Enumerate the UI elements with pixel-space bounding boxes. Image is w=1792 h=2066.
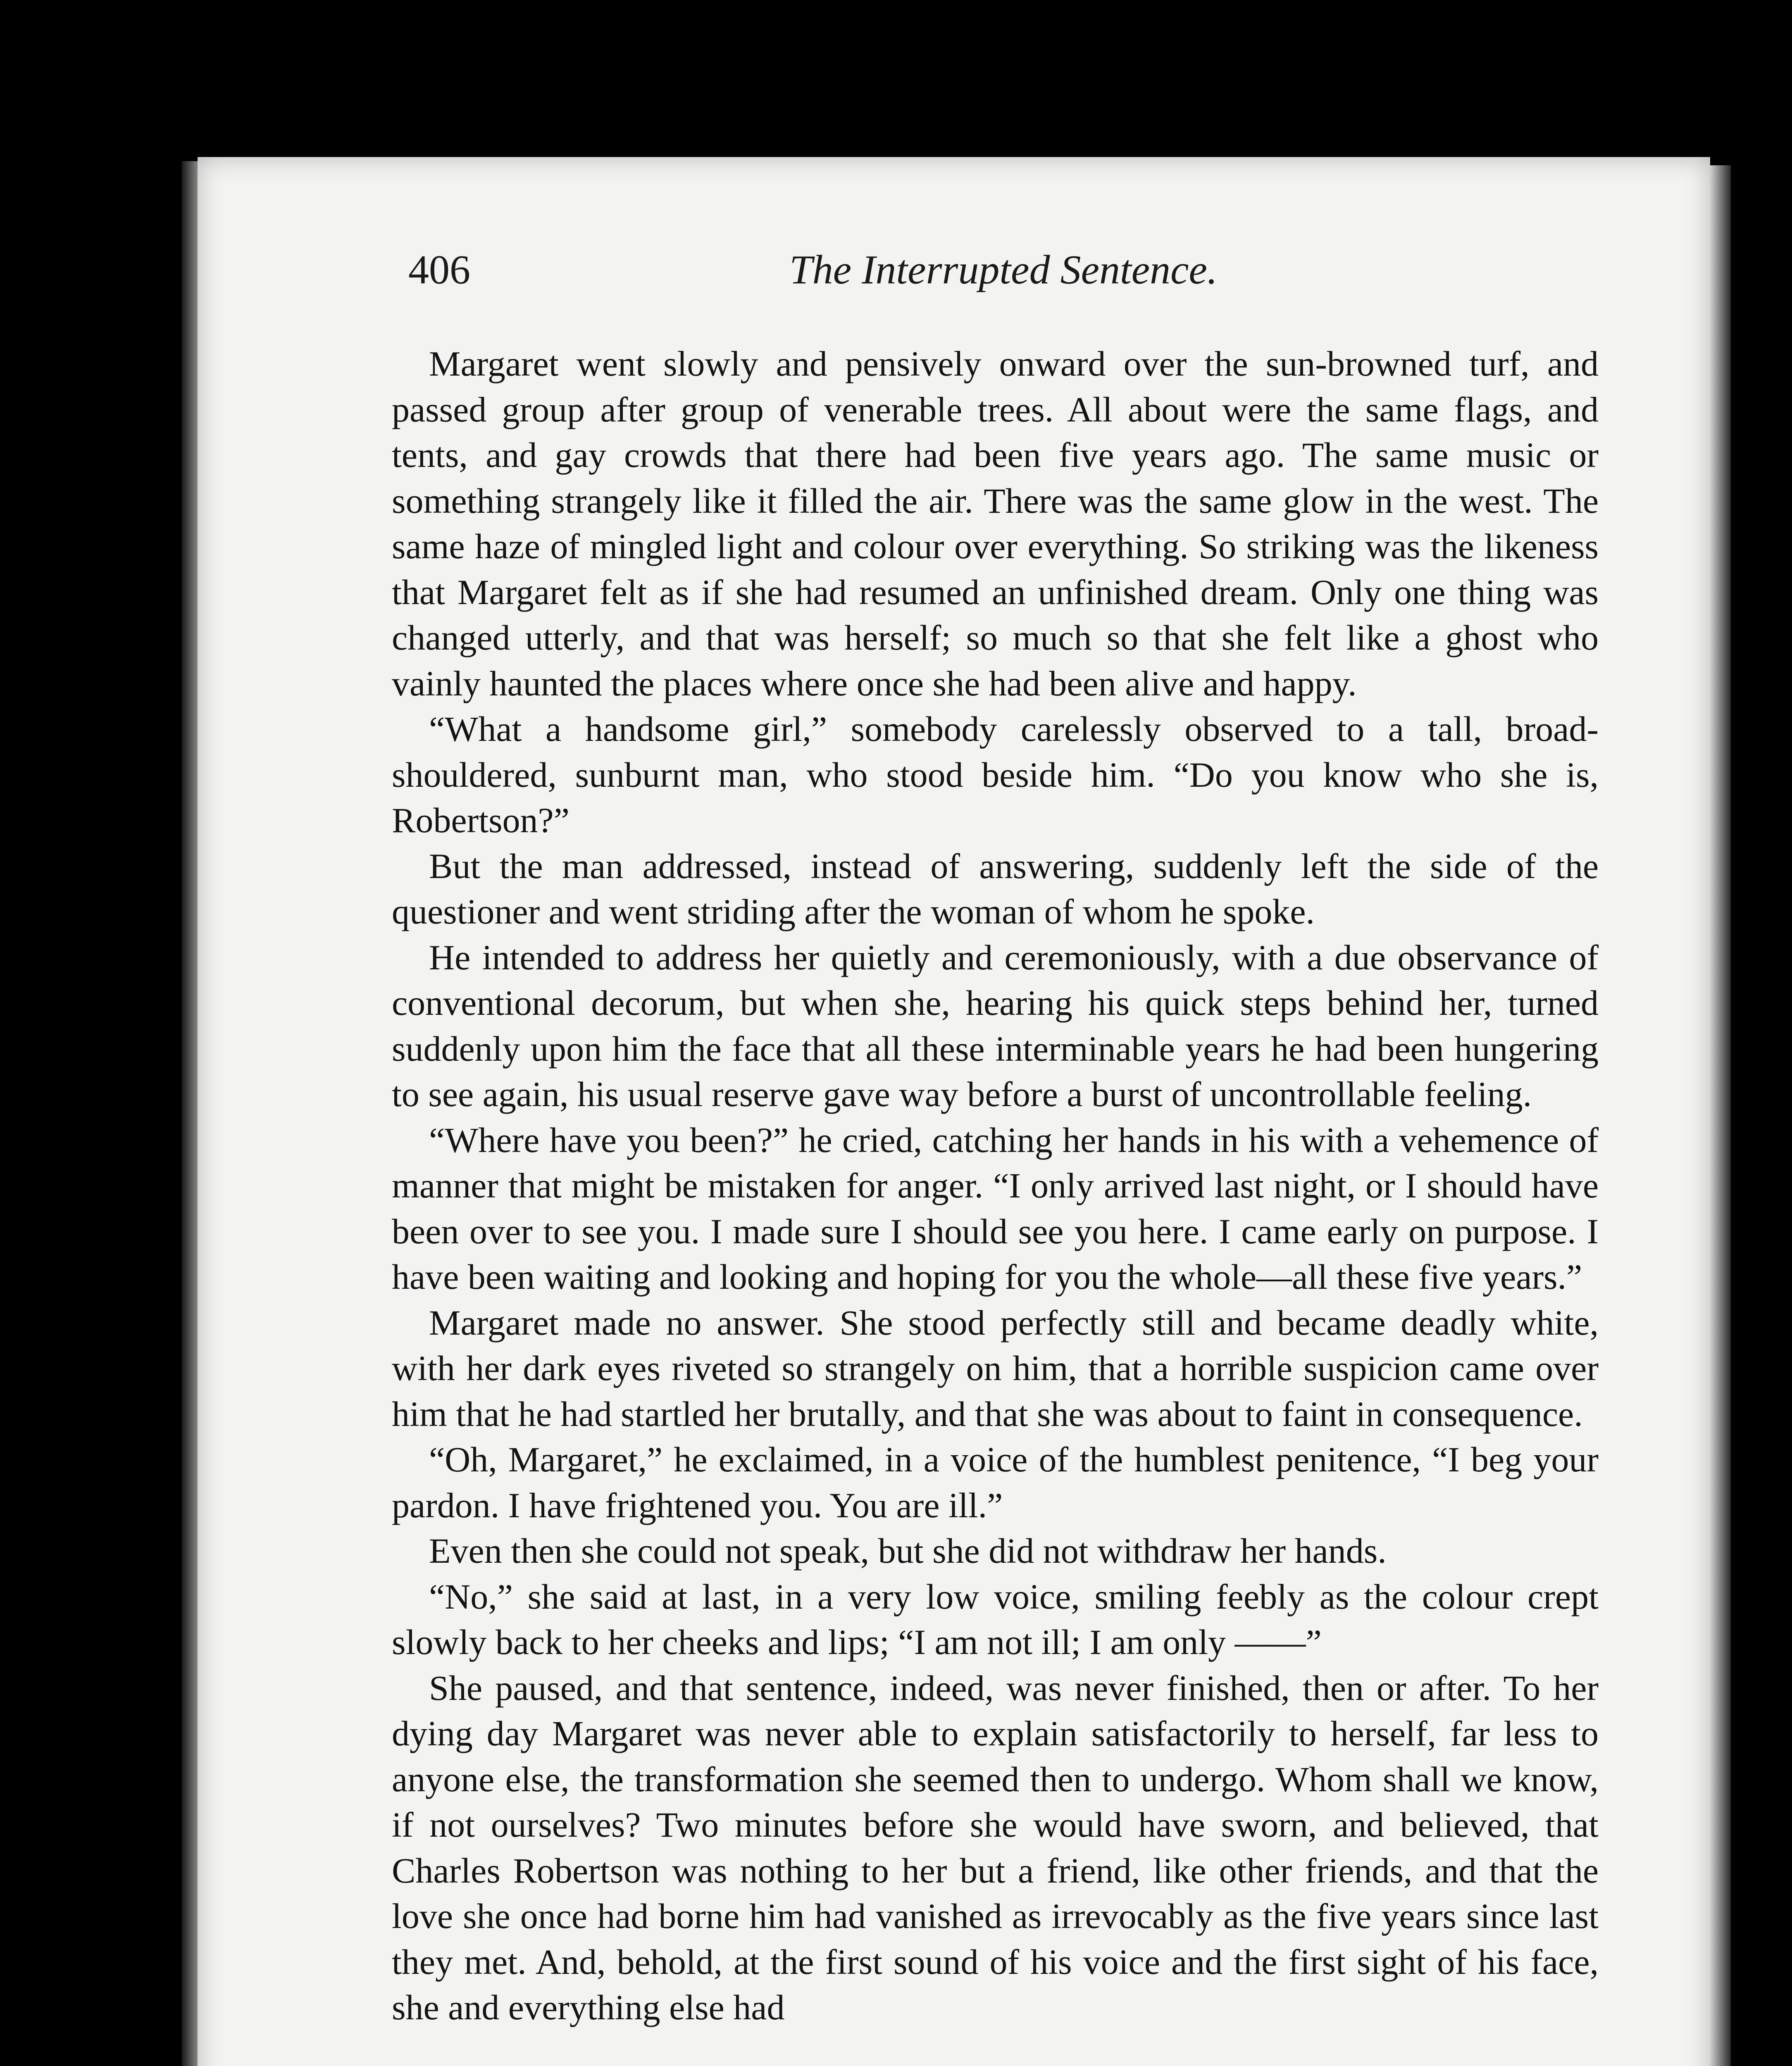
page-header	[408, 246, 1599, 308]
book-page	[198, 157, 1710, 2066]
paragraph: But the man addressed, instead of answering, suddenly left the side of the questioner and went striding after the woman of whom he spoke.	[392, 846, 1599, 931]
paragraph: She paused, and that sentence, indeed, was never finished, then or after. To her dying day Margaret was never able to explain satisfactorily to herself, far less to anyone else, the transformation she seemed then to undergo. Whom shall we know, if not ourselves? Two minutes before she would have sworn, and believed, that Charles Robertson was nothing to her but a friend, like other friends, and that the love she once had borne him had vanished as irrevocably as the five years since last they met. And, behold, at the first sound of his voice and the first sight of his face, she and everything else had	[392, 1668, 1599, 2027]
paragraph: He intended to address her quietly and ceremoniously, with a due observance of conventional decorum, but when she, hearing his quick steps behind her, turned suddenly upon him the face that all these interminable years he had been hungering to see again, his usual reserve gave way before a burst of uncontrollable feeling.	[392, 937, 1599, 1114]
paragraph: “Where have you been?” he cried, catching her hands in his with a vehemence of manner that might be mistaken for anger. “I only arrived last night, or I should have been over to see you. I made sure I should see you here. I came early on purpose. I have been waiting and looking and hoping for you the whole—all these five years.”	[392, 1120, 1599, 1297]
page-number: 406	[408, 247, 470, 293]
page-binding-edge	[182, 161, 198, 2066]
paragraph: “What a handsome girl,” somebody carelessly observed to a tall, broad-shouldered, sunburnt man, who stood beside him. “Do you know who she is, Robertson?”	[392, 709, 1599, 840]
running-title: The Interrupted Sentence.	[789, 247, 1218, 293]
paragraph: “No,” she said at last, in a very low voice, smiling feebly as the colour crept slowly back to her cheeks and lips; “I am not ill; I am only ——”	[392, 1576, 1599, 1662]
paragraph: “Oh, Margaret,” he exclaimed, in a voice of the humblest penitence, “I beg your pardon. I have frightened you. You are ill.”	[392, 1440, 1599, 1525]
paragraph: Margaret went slowly and pensively onward over the sun-browned turf, and passed group after group of venerable trees. All about were the same flags, and tents, and gay crowds that there had been five years ago. The same music or something strangely like it filled the air. There was the same glow in the west. The same haze of mingled light and colour over everything. So striking was the likeness that Margaret felt as if she had resumed an unfinished dream. Only one thing was changed utterly, and that was herself; so much so that she felt like a ghost who vainly haunted the places where once she had been alive and happy.	[392, 344, 1599, 703]
page-fore-edge	[1710, 165, 1731, 2066]
body-text	[392, 341, 1599, 2030]
paragraph: Margaret made no answer. She stood perfectly still and became deadly white, with her dark eyes riveted so strangely on him, that a horrible suspicion came over him that he had startled her brutally, and that she was about to faint in consequence.	[392, 1302, 1599, 1434]
paragraph: Even then she could not speak, but she did not withdraw her hands.	[429, 1531, 1387, 1571]
